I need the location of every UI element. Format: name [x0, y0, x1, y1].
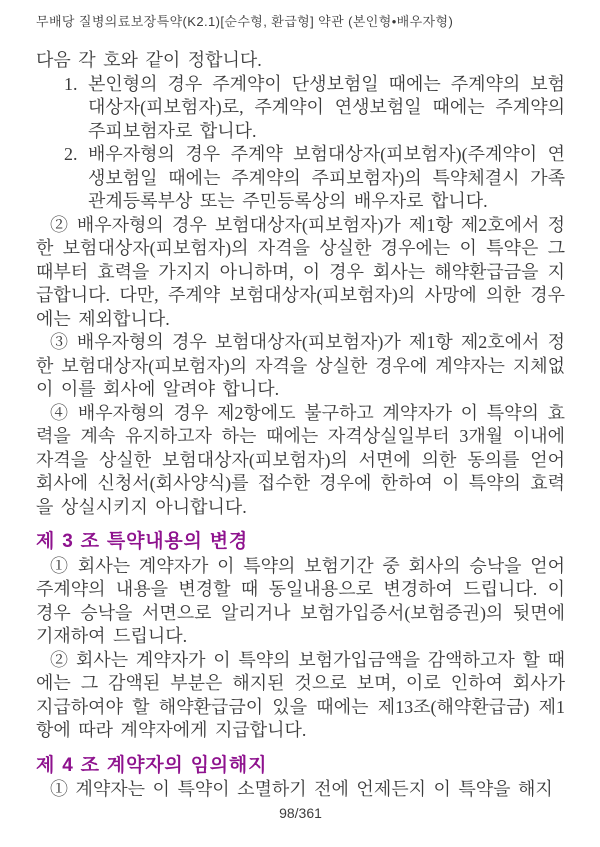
list-item-text: 본인형의 경우 주계약이 단생보험일 때에는 주계약의 보험대상자(피보험자)로, 주계약이 연생보험일 때에는 주계약의 주피보험자로 합니다. — [88, 73, 565, 141]
section-heading-article-3: 제 3 조 특약내용의 변경 — [36, 531, 249, 552]
list-item-text: 배우자형의 경우 주계약 보험대상자(피보험자)(주계약이 연생보험일 때에는 주계약의 주피보험자)의 특약체결시 가족관계등록부상 또는 주민등록상의 배우자로 합니다. — [88, 144, 565, 211]
page-number: 98/361 — [279, 804, 322, 821]
intro-paragraph: 다음 각 호와 같이 정합니다. — [36, 50, 262, 70]
clause-paragraph-3: ③ 배우자형의 경우 보험대상자(피보험자)가 제1항 제2호에서 정한 보험대상자(피보험자)의 자격을 상실한 경우에 계약자는 지체없이 이를 회사에 알려야 합니다. — [36, 332, 565, 399]
clause-paragraph-2: ② 배우자형의 경우 보험대상자(피보험자)가 제1항 제2호에서 정한 보험대상자(피보험자)의 자격을 상실한 경우에는 이 특약은 그 때부터 효력을 가지지 아니하며, 이 경우 회사는 해약환급금을 지급합니다. 다만, 주계약 보험대상자(피보험자)의 사망에 의한 경우에는 제외합니다. — [36, 214, 565, 329]
list-item — [36, 143, 565, 214]
section-heading-article-4: 제 4 조 계약자의 임의해지 — [36, 754, 268, 776]
document-header-title: 무배당 질병의료보장특약(K2.1)[순수형, 환급형] 약관 (본인형•배우자형) — [36, 14, 454, 29]
list-item — [36, 73, 565, 144]
article-3-paragraph-1: ① 회사는 계약자가 이 특약의 보험기간 중 회사의 승낙을 얻어 주계약의 내용을 변경할 때 동일내용으로 변경하여 드립니다. 이 경우 승낙을 서면으로 알리거나 보험가입증서(보험증권)의 뒷면에 기재하여 드립니다. — [36, 555, 565, 646]
article-3-paragraph-2: ② 회사는 계약자가 이 특약의 보험가입금액을 감액하고자 할 때에는 그 감액된 부분은 해지된 것으로 보며, 이로 인하여 회사가 지급하여야 할 해약환급금이 있을 때에는 제13조(해약환급금) 제1항에 따라 계약자에게 지급합니다. — [36, 649, 565, 740]
article-4-paragraph-1: ① 계약자는 이 특약이 소멸하기 전에 언제든지 이 특약을 해지 — [50, 779, 553, 799]
list-item-marker: 2. — [64, 144, 78, 164]
numbered-list — [36, 73, 565, 214]
document-body — [36, 49, 565, 802]
list-item-marker: 1. — [64, 73, 78, 94]
clause-paragraph-4: ④ 배우자형의 경우 제2항에도 불구하고 계약자가 이 특약의 효력을 계속 유지하고자 하는 때에는 자격상실일부터 3개월 이내에 자격을 상실한 보험대상자(피보험자)의 서면에 의한 동의를 얻어 회사에 신청서(회사양식)를 접수한 경우에 한하여 이 특약의 효력을 상실시키지 아니합니다. — [36, 402, 565, 517]
